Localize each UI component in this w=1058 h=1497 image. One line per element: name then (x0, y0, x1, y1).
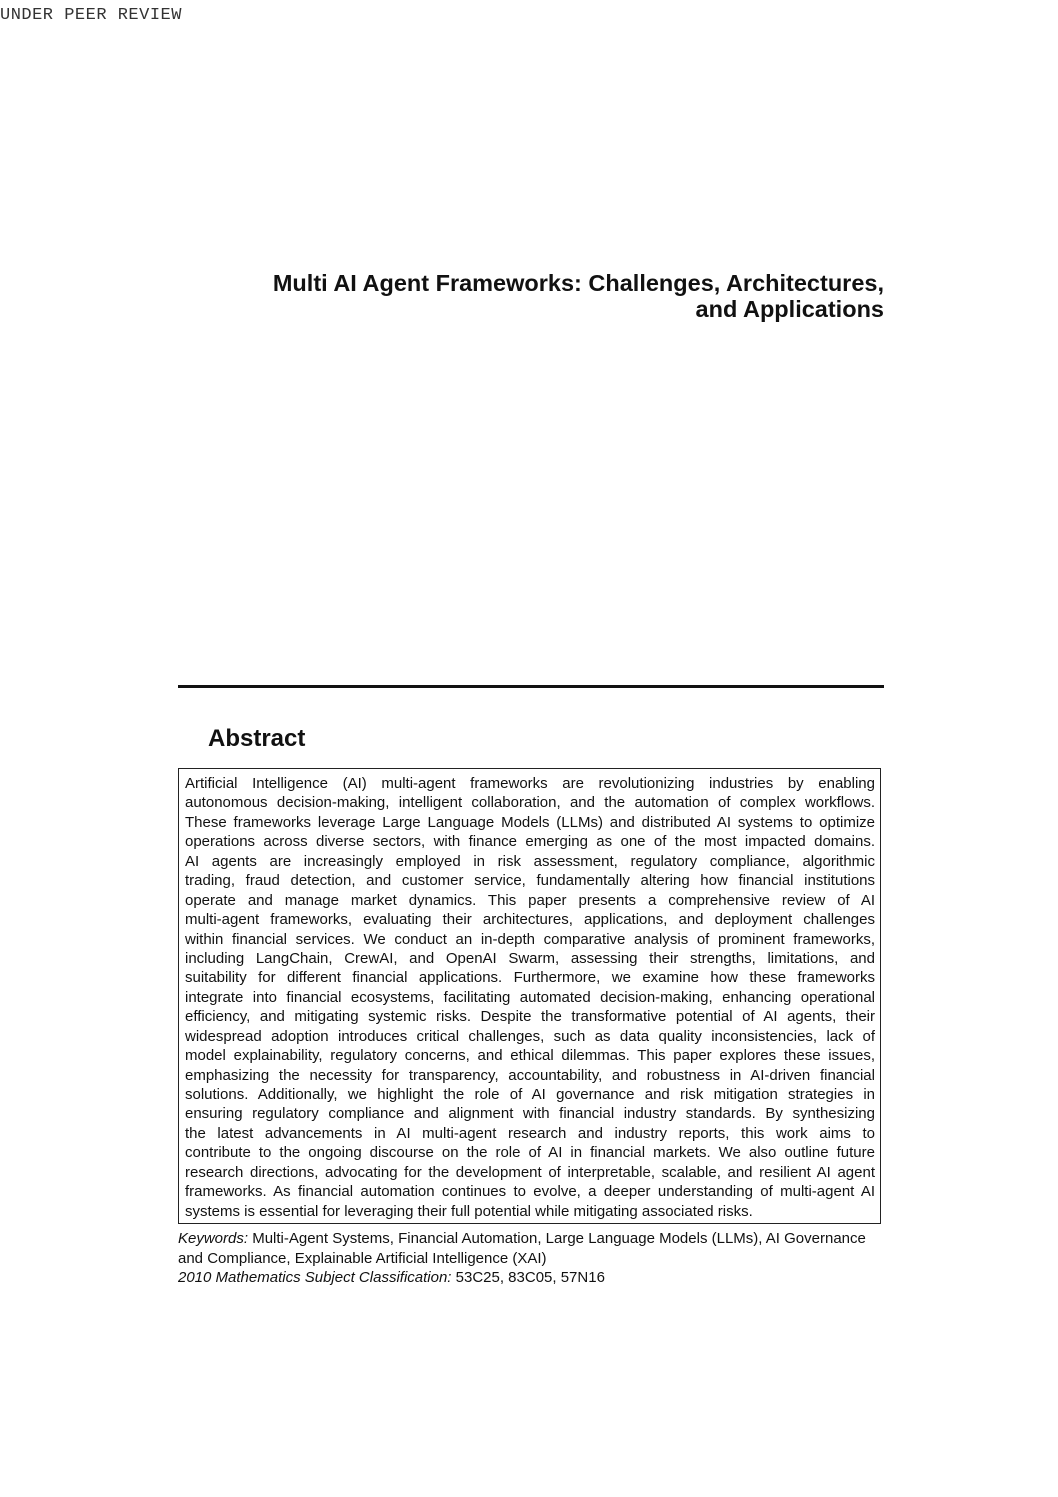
abstract-line: the latest advancements in AI multi-agent research and industry reports, this work aims to (185, 1124, 875, 1142)
abstract-line: frameworks. As financial automation continues to evolve, a deeper understanding of multi-agent AI (185, 1183, 875, 1201)
abstract-heading: Abstract (208, 725, 306, 752)
abstract-line: contribute to the ongoing discourse on the role of AI in financial markets. We also outline future (185, 1144, 875, 1162)
abstract-line: efficiency, and mitigating systemic risks. Despite the transformative potential of AI agents, their (185, 1008, 875, 1026)
keywords-text: Multi-Agent Systems, Financial Automation, Large Language Models (LLMs), AI Governance (248, 1230, 866, 1247)
horizontal-rule (178, 685, 884, 688)
abstract-line: within financial services. We conduct an in-depth comparative analysis of prominent frameworks, (185, 930, 875, 948)
paper-metadata (178, 1229, 918, 1288)
paper-title-line-1: Multi AI Agent Frameworks: Challenges, Architectures, (272, 270, 884, 296)
abstract-line: research directions, advocating for the development of interpretable, scalable, and resilient AI agent (185, 1163, 875, 1181)
abstract-line: operations across diverse sectors, with finance emerging as one of the most impacted domains. (185, 833, 875, 851)
msc-codes: 53C25, 83C05, 57N16 (451, 1269, 605, 1286)
paper-title (178, 270, 884, 322)
abstract-line: Artificial Intelligence (AI) multi-agent frameworks are revolutionizing industries by enabling (185, 775, 875, 792)
keywords-row-continued: and Compliance, Explainable Artificial Intelligence (XAI) (178, 1249, 547, 1267)
abstract-line: model explainability, regulatory concerns, and ethical dilemmas. This paper explores these issues, (185, 1047, 875, 1065)
abstract-line: multi-agent frameworks, evaluating their architectures, applications, and deployment challenges (185, 911, 875, 929)
abstract-line: operate and manage market dynamics. This paper presents a comprehensive review of AI (185, 891, 875, 909)
abstract-line: including LangChain, CrewAI, and OpenAI Swarm, assessing their strengths, limitations, and (185, 949, 875, 967)
abstract-line: AI agents are increasingly employed in risk assessment, regulatory compliance, algorithmic (185, 852, 875, 870)
abstract-line: systems is essential for leveraging their full potential while mitigating associated risks. (185, 1202, 753, 1220)
keywords-row (178, 1229, 918, 1249)
abstract-box (178, 768, 881, 1224)
msc-label: 2010 Mathematics Subject Classification: (178, 1269, 452, 1286)
paper-title-line-2: and Applications (695, 296, 884, 322)
msc-row (178, 1268, 918, 1288)
keywords-label: Keywords: (178, 1230, 249, 1247)
abstract-line: emphasizing the necessity for transparency, accountability, and robustness in AI-driven financial (185, 1066, 875, 1084)
abstract-line: These frameworks leverage Large Language Models (LLMs) and distributed AI systems to optimize (185, 813, 875, 831)
abstract-line: integrate into financial ecosystems, facilitating automated decision-making, enhancing operational (185, 988, 875, 1006)
abstract-line: widespread adoption introduces critical challenges, such as data quality inconsistencies, lack of (185, 1027, 875, 1045)
peer-review-watermark: UNDER PEER REVIEW (0, 6, 182, 25)
abstract-line: solutions. Additionally, we highlight the role of AI governance and risk mitigation strategies in (185, 1086, 875, 1103)
abstract-line: trading, fraud detection, and customer service, fundamentally altering how financial institutions (185, 872, 875, 890)
abstract-line: autonomous decision-making, intelligent collaboration, and the automation of complex workflows. (185, 794, 875, 812)
abstract-line: suitability for different financial applications. Furthermore, we examine how these frameworks (185, 969, 875, 987)
abstract-line: ensuring regulatory compliance and alignment with financial industry standards. By synthesizing (185, 1105, 875, 1123)
